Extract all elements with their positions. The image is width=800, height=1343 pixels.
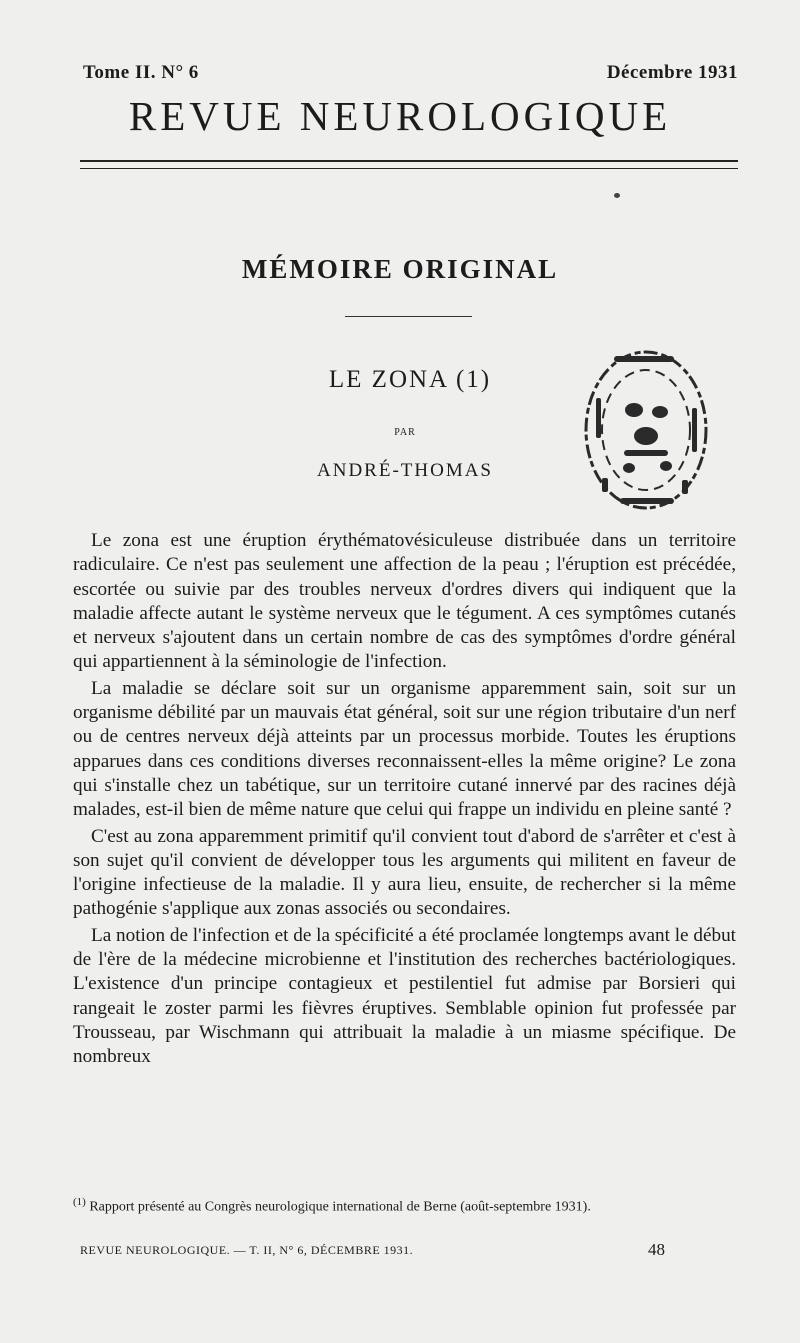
article-title: LE ZONA (1): [328, 366, 492, 393]
paragraph-1: Le zona est une éruption érythématovésiculeuse distribuée dans un territoire radiculaire. Ce n'est pas seulement une affection de la peau ; l'éruption est précédée, escortée ou suivie par des troubles nerveux d'ordres divers qui indiquent que la maladie affecte autant le système nerveux que le tégument. A ces symptômes cutanés et nerveux s'ajoutent dans un certain nombre de cas des symptômes d'ordre général qui appartiennent à la séminologie de l'infection.: [73, 530, 736, 673]
running-footer: REVUE NEUROLOGIQUE. — T. II, N° 6, DÉCEMBRE 1931.: [80, 1243, 414, 1257]
journal-title: REVUE NEUROLOGIQUE: [128, 93, 672, 139]
volume-number: Tome II. N° 6: [83, 62, 199, 83]
header-rule-bottom: [80, 168, 738, 169]
ink-speck: [614, 193, 620, 198]
article-body: [73, 529, 736, 1072]
issue-date: Décembre 1931: [606, 62, 738, 83]
article-author: ANDRÉ-THOMAS: [317, 460, 493, 481]
library-stamp-icon: [574, 338, 719, 523]
byline-par: PAR: [394, 427, 416, 438]
section-rule: [345, 316, 472, 317]
footnote: [73, 1193, 736, 1217]
paragraph-2: La maladie se déclare soit sur un organisme apparemment sain, soit sur un organisme débilité par un mauvais état général, soit sur une région tributaire d'un nerf ou de centres nerveux déjà atteints par un processus morbide. Toutes les éruptions apparues dans ces conditions diverses reconnaissent-elles la même origine? Le zona qui s'installe chez un tabétique, sur un territoire cutané innervé par des racines déjà malades, est-il bien de même nature que celui qui frappe un individu en pleine santé ?: [73, 677, 736, 821]
paragraph-3: C'est au zona apparemment primitif qu'il convient tout d'abord de s'arrêter et c'est à son sujet qu'il convient de développer tous les arguments qui militent en faveur de l'origine infectieuse de la maladie. Il y aura lieu, ensuite, de rechercher si la même pathogénie s'applique aux zonas associés ou secondaires.: [73, 825, 736, 920]
header-rule-top: [80, 160, 738, 162]
footnote-marker: (1): [73, 1196, 86, 1208]
paragraph-4: La notion de l'infection et de la spécificité a été proclamée longtemps avant le début de l'ère de la médecine microbienne et l'institution des recherches bactériologiques. L'existence d'un principe contagieux et pestilentiel fut admise par Borsieri qui rangeait le zoster parmi les fièvres éruptives. Semblable opinion fut professée par Trousseau, par Wischmann qui attribuait la maladie à un miasme spécifique. De nombreux: [73, 924, 736, 1068]
section-heading: MÉMOIRE ORIGINAL: [241, 254, 559, 284]
page-number: 48: [648, 1240, 665, 1259]
footnote-text: Rapport présenté au Congrès neurologique international de Berne (août-septembre 1931).: [89, 1199, 591, 1215]
